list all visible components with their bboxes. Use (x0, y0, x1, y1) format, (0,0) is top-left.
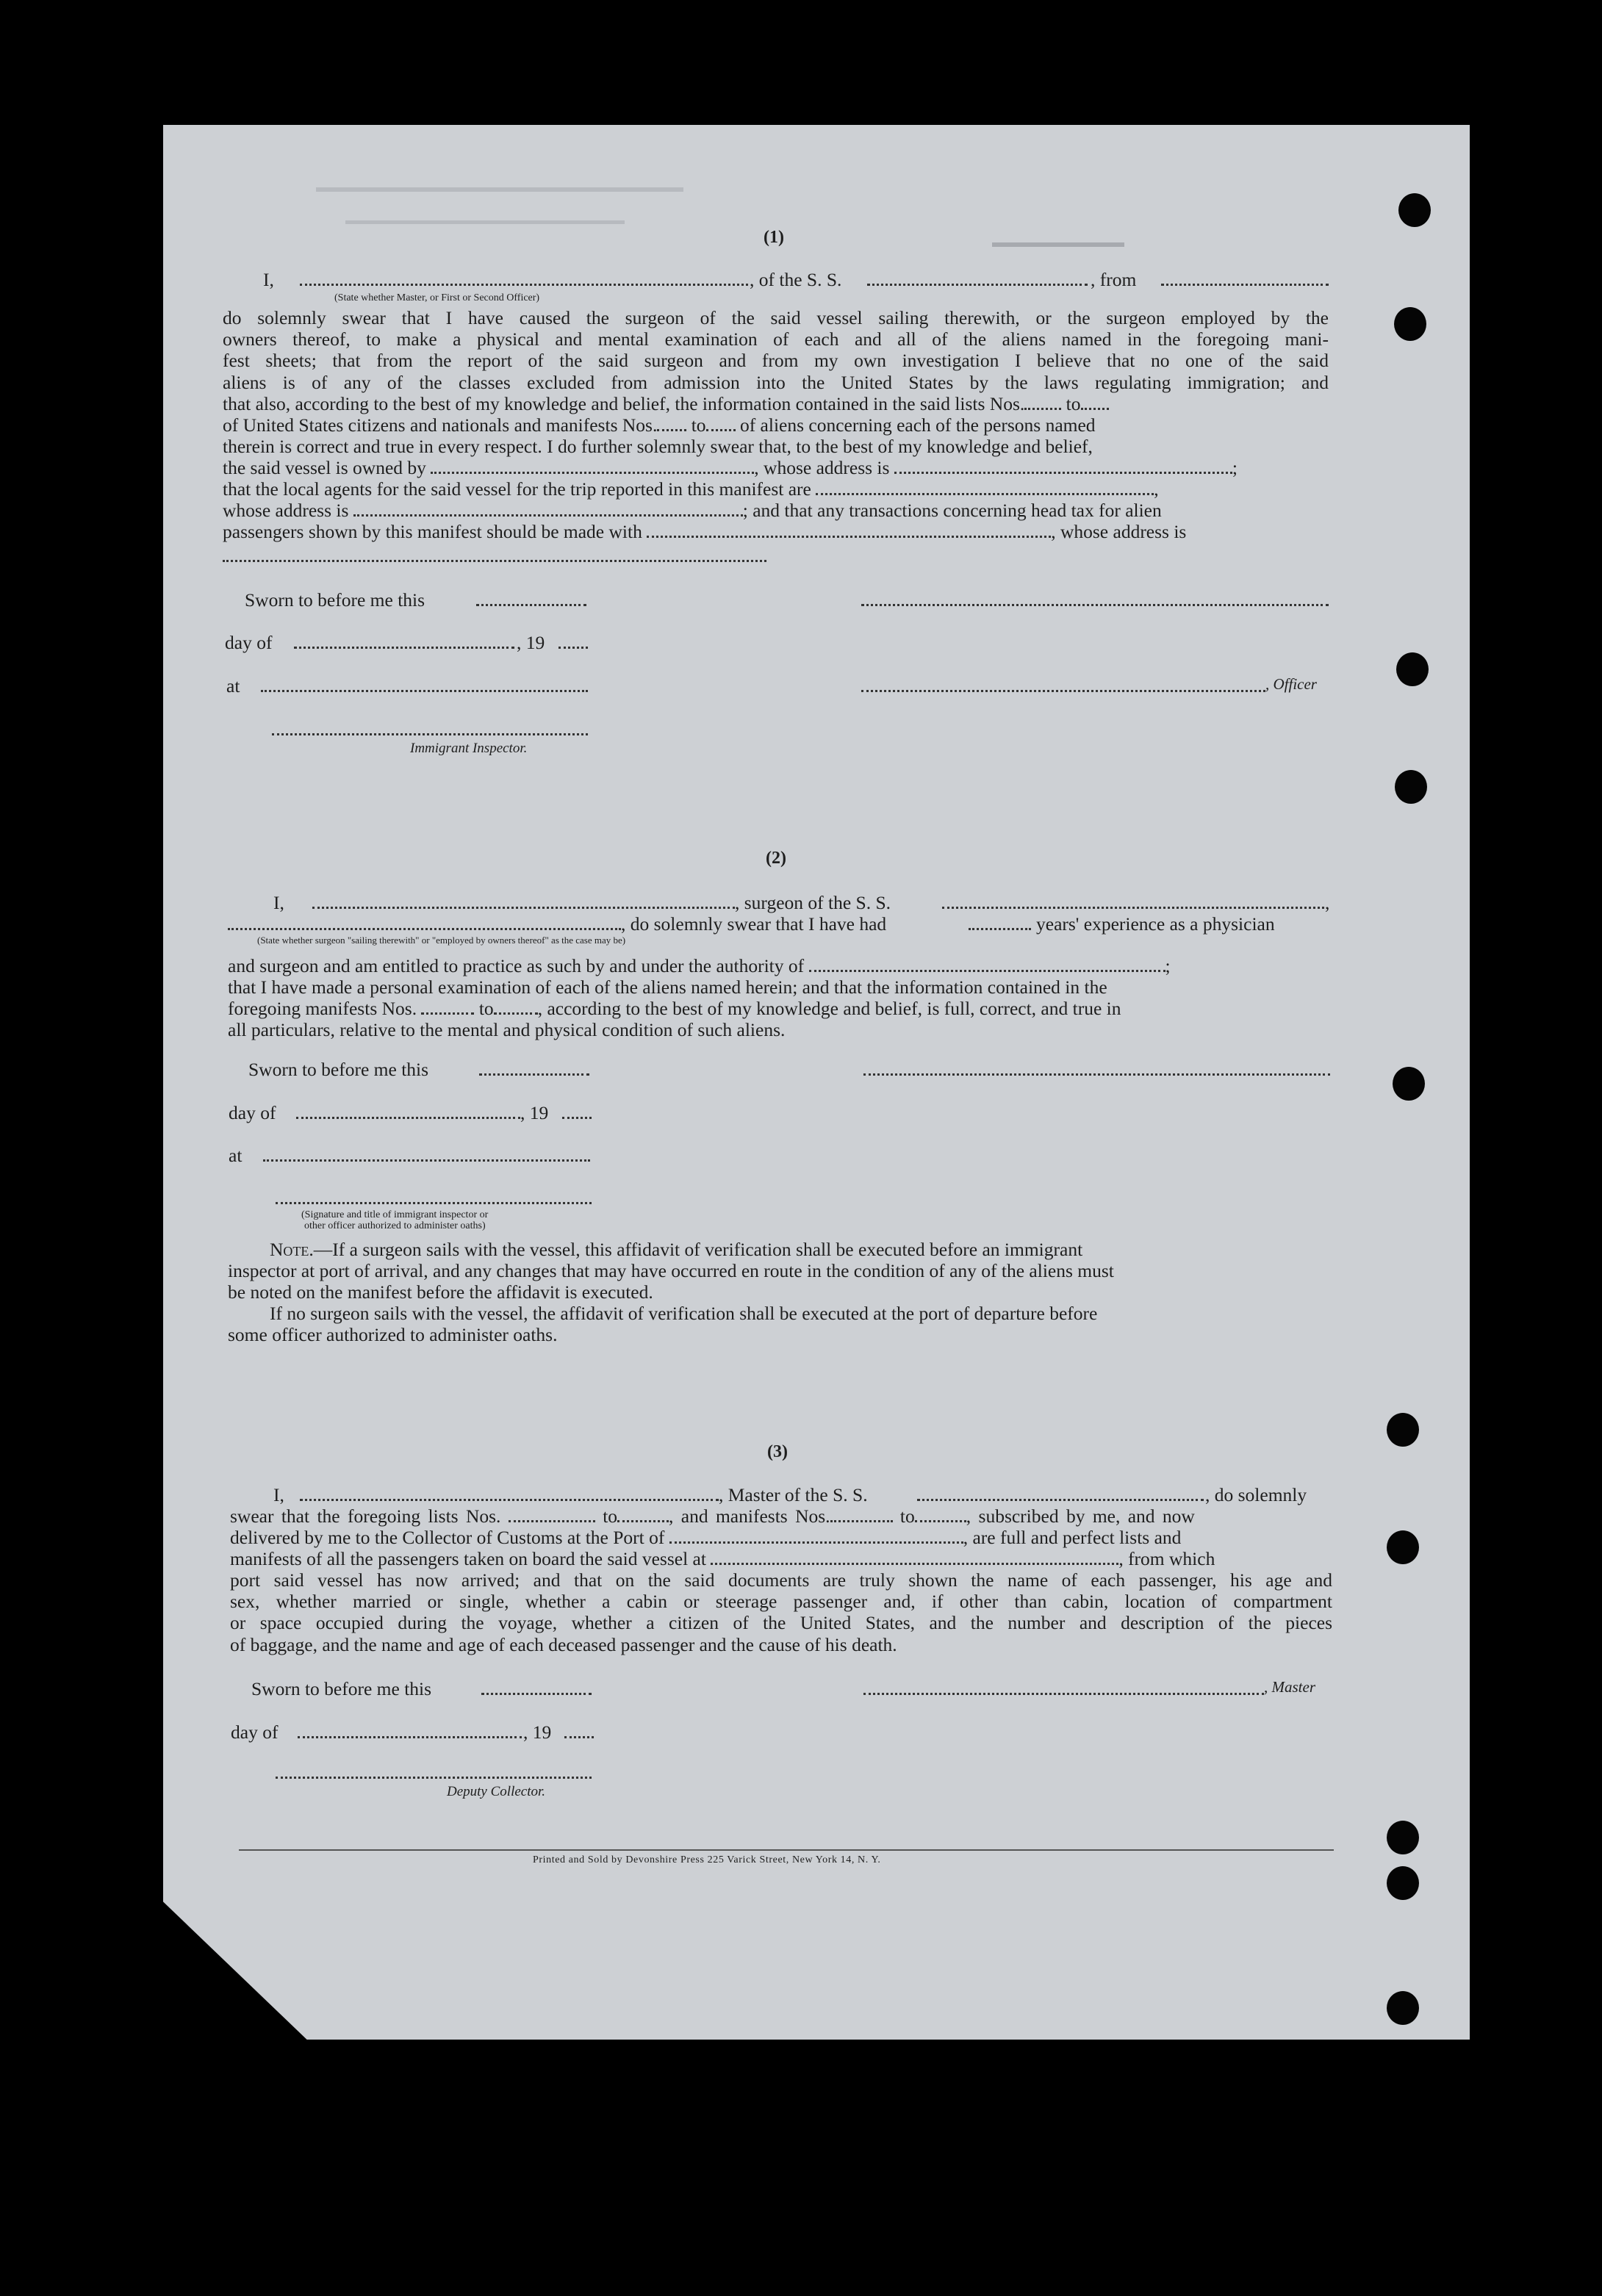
section-2-line1-start: I, (273, 892, 284, 913)
blank-inspector-signature-2 (276, 1202, 592, 1204)
section-2-note-line1: Note.—If a surgeon sails with the vessel, this affidavit of verification shall be executed before an immigrant (270, 1239, 1083, 1260)
blank-month (294, 647, 514, 649)
punch-hole (1396, 652, 1429, 686)
punch-hole (1393, 1067, 1425, 1101)
section-1-line-therein: therein is correct and true in every respect. I do further solemnly swear that, to the best of my knowledge and belief, (223, 436, 1093, 457)
section-2-note-line3: be noted on the manifest before the affidavit is executed. (228, 1281, 653, 1303)
section-2-line1-middle: , surgeon of the S. S. (735, 892, 891, 913)
blank-month-2 (296, 1117, 520, 1119)
blank-at-place (261, 690, 588, 692)
section-1-line1-end: , from (1091, 269, 1137, 290)
section-3-line2: swear that the foregoing lists Nos. to , and manifests Nos. to , subscribed by me, and now (230, 1505, 1195, 1527)
blank-vessel-name-2 (942, 907, 1324, 909)
section-1-line-address: whose address is ; and that any transactions concerning head tax for alien (223, 500, 1162, 521)
section-2-line4: that I have made a personal examination of each of the aliens named herein; and that the information contained in the (228, 976, 1107, 998)
blank-master-name (300, 1499, 719, 1501)
blank-years (969, 928, 1031, 930)
section-3-day-of: day of (231, 1721, 279, 1743)
blank-officer-signature-1 (861, 604, 1329, 606)
footer-rule (239, 1849, 1334, 1851)
section-2-year: , 19 (520, 1102, 549, 1123)
section-3-master: , Master (1264, 1678, 1315, 1696)
section-2-at: at (229, 1145, 243, 1166)
blank-year (558, 647, 588, 649)
blank-vessel-name-3 (917, 1499, 1204, 1501)
section-3-line3: delivered by me to the Collector of Customs at the Port of , are full and perfect lists and (230, 1527, 1182, 1548)
section-1-line-manifests: of United States citizens and nationals and manifests Nos. to of aliens concerning each of the persons named (223, 414, 1096, 436)
section-1-sworn: Sworn to before me this (245, 589, 425, 611)
section-1-line-lists: that also, according to the best of my knowledge and belief, the information contained in the said lists Nos. to (223, 393, 1109, 415)
punch-hole (1398, 193, 1431, 227)
blank-sworn-day-2 (479, 1073, 589, 1076)
blank-tax-address (223, 560, 766, 562)
blank-surgeon-signature (863, 1073, 1330, 1076)
section-1-caption: (State whether Master, or First or Second Officer) (334, 292, 540, 303)
section-1-signer: Immigrant Inspector. (410, 741, 528, 756)
blank-officer-name (300, 284, 748, 286)
section-2-line5: foregoing manifests Nos. to , according to the best of my knowledge and belief, is full, correct, and true in (228, 998, 1121, 1019)
section-3-line4: manifests of all the passengers taken on board the said vessel at , from which (230, 1548, 1215, 1569)
punch-hole (1387, 1413, 1419, 1447)
section-2-note-line2: inspector at port of arrival, and any changes that may have occurred en route in the condition of any of the aliens must (228, 1260, 1114, 1281)
section-3-year: , 19 (523, 1721, 552, 1743)
section-2-sworn: Sworn to before me this (248, 1059, 429, 1080)
blank-officer-signature-2 (861, 690, 1265, 692)
section-1-line1-start: I, (263, 269, 274, 290)
section-2-line1-end: , (1325, 892, 1330, 913)
blank-surgeon-status (228, 928, 621, 930)
punch-hole (1387, 1991, 1419, 2025)
section-1-number: (1) (764, 228, 784, 247)
section-2-number: (2) (766, 849, 786, 868)
punch-hole (1387, 1530, 1419, 1564)
section-1-year: , 19 (517, 632, 545, 653)
blank-year-2 (562, 1117, 592, 1119)
section-3-paragraph: port said vessel has now arrived; and that on the said documents are truly shown the name of each passenger, his age and sex, whether married or single, whether a cabin or steerage passenger and, if other than cabin, location of compartment or space occupied during the voyage, whether a citizen of the United States, and the number and description of the pieces of baggage, and the name and age of each deceased passenger and the cause of his death. (230, 1569, 1332, 1655)
section-2-line2-middle: , do solemnly swear that I have had (621, 913, 887, 935)
blank-at-place-2 (263, 1159, 590, 1162)
bleed-through-text (316, 187, 683, 214)
section-1-line1-middle: , of the S. S. (750, 269, 842, 290)
blank-from-port (1161, 284, 1329, 286)
punch-hole (1395, 770, 1427, 804)
section-3-number: (3) (767, 1442, 788, 1461)
bleed-through-text (345, 220, 625, 234)
section-1-line-agents: that the local agents for the said vessel for the trip reported in this manifest are , (223, 478, 1159, 500)
blank-month-3 (298, 1736, 522, 1738)
section-3-line1-end: , do solemnly (1205, 1484, 1307, 1505)
blank-sworn-day-3 (481, 1693, 592, 1695)
footer-printer: Printed and Sold by Devonshire Press 225 Varick Street, New York 14, N. Y. (533, 1854, 881, 1865)
blank-year-3 (564, 1736, 594, 1738)
punch-hole (1394, 307, 1426, 341)
section-1-line-owned: the said vessel is owned by , whose address is ; (223, 457, 1238, 478)
section-2-line6: all particulars, relative to the mental and physical condition of such aliens. (228, 1019, 786, 1040)
section-2-line3: and surgeon and am entitled to practice as such by and under the authority of ; (228, 955, 1171, 976)
blank-vessel-name (867, 284, 1088, 286)
punch-hole (1387, 1866, 1419, 1900)
section-1-at: at (226, 675, 240, 697)
section-1-officer: , Officer (1265, 675, 1317, 693)
section-1-day-of: day of (225, 632, 273, 653)
section-2-line2-end: years' experience as a physician (1036, 913, 1275, 935)
blank-inspector-signature (272, 733, 588, 735)
blank-surgeon-name (312, 907, 735, 909)
section-1-paragraph: do solemnly swear that I have caused the surgeon of the said vessel sailing therewith, or the surgeon employed by the owners thereof, to make a physical and mental examination of each and all of the aliens named in the foregoing mani- fest sheets; that from the report of the said surgeon and from my own investigation I believe that no one of the said aliens is of any of the classes excluded from admission into the United States by the laws regulating immigration; and (223, 307, 1329, 393)
section-2-day-of: day of (229, 1102, 276, 1123)
punch-hole (1387, 1821, 1419, 1854)
section-2-note2-line1: If no surgeon sails with the vessel, the affidavit of verification shall be executed at the port of departure before (270, 1303, 1098, 1324)
section-2-sig-caption1: (Signature and title of immigrant inspector or (301, 1209, 489, 1220)
bleed-through-text (992, 242, 1124, 254)
section-2-sig-caption2: other officer authorized to administer oaths) (304, 1220, 486, 1231)
section-3-line1-middle: , Master of the S. S. (719, 1484, 868, 1505)
section-2-caption: (State whether surgeon "sailing therewith" or "employed by owners thereof" as the case may be) (257, 935, 626, 946)
section-3-sworn: Sworn to before me this (251, 1678, 432, 1699)
blank-sworn-day (476, 604, 586, 606)
blank-master-signature (863, 1693, 1264, 1695)
section-2-note2-line2: some officer authorized to administer oaths. (228, 1324, 558, 1345)
section-1-line-passengers: passengers shown by this manifest should be made with , whose address is (223, 521, 1187, 542)
section-3-line1-start: I, (273, 1484, 284, 1505)
blank-collector-signature (276, 1777, 592, 1779)
section-3-signer: Deputy Collector. (447, 1784, 546, 1799)
